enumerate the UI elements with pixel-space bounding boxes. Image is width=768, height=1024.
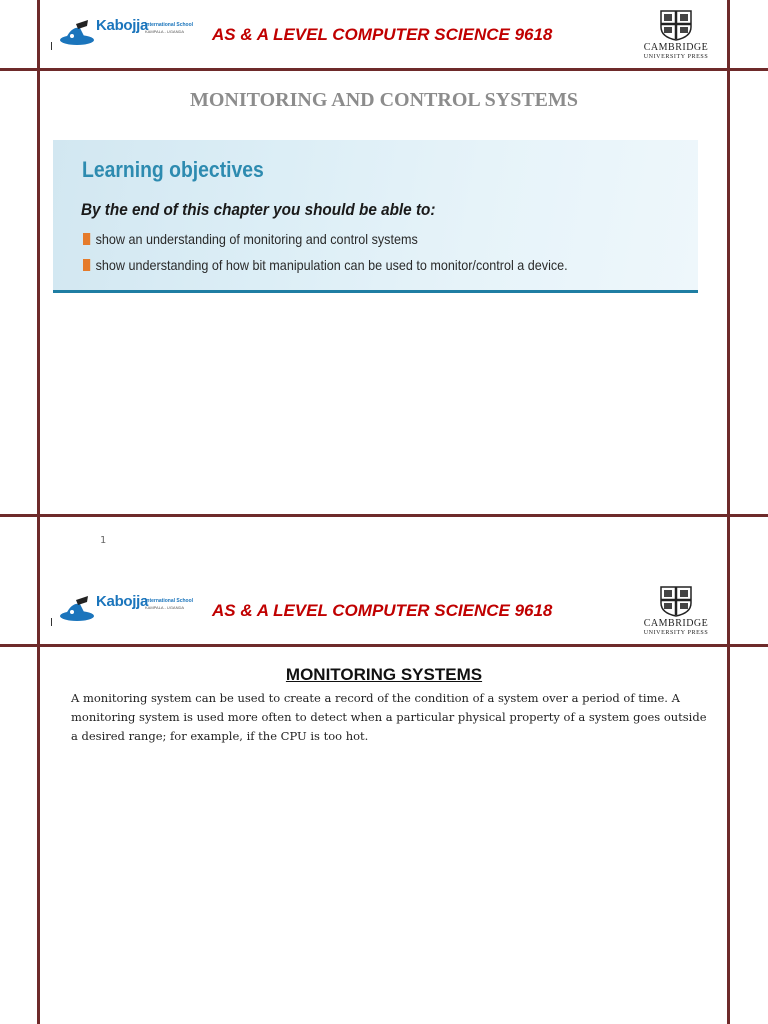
page-header xyxy=(0,576,768,644)
school-logo-icon xyxy=(58,592,98,626)
bullet-icon xyxy=(83,259,90,271)
objective-text: show understanding of how bit manipulation can be used to monitor/control a device. xyxy=(95,257,568,273)
header-rule xyxy=(0,68,768,71)
header-tick xyxy=(51,42,52,50)
page-header xyxy=(0,0,768,68)
objective-item xyxy=(83,257,568,273)
school-name: Kabojja xyxy=(96,17,149,34)
school-location: KAMPALA - UGANDA xyxy=(145,29,185,34)
section-paragraph: A monitoring system can be used to create a record of the condition of a system over a period of time. A monitoring system is used more often to detect when a particular physical property of a system goes outside a desired range; for example, if the CPU is too hot. xyxy=(71,691,707,743)
school-logo-icon xyxy=(58,16,98,50)
objectives-heading: Learning objectives xyxy=(82,157,264,182)
publisher-press: UNIVERSITY PRESS xyxy=(643,54,709,60)
cambridge-logo xyxy=(636,9,716,65)
page-frame-right xyxy=(727,0,730,1024)
school-name: Kabojja xyxy=(96,593,149,610)
cambridge-shield-icon xyxy=(636,9,716,41)
cambridge-logo xyxy=(636,585,716,641)
bullet-icon xyxy=(83,233,90,245)
course-title: AS & A LEVEL COMPUTER SCIENCE 9618 xyxy=(212,25,553,44)
objective-text: show an understanding of monitoring and control systems xyxy=(95,231,418,247)
header-tick xyxy=(51,618,52,626)
page-number: 1 xyxy=(100,535,107,546)
section-title: MONITORING SYSTEMS xyxy=(285,665,483,684)
page-break-rule xyxy=(0,514,768,517)
school-location: KAMPALA - UGANDA xyxy=(145,605,185,610)
cambridge-shield-icon xyxy=(636,585,716,617)
publisher-name: CAMBRIDGE xyxy=(643,42,709,53)
chapter-title: MONITORING AND CONTROL SYSTEMS xyxy=(189,89,579,111)
objectives-intro: By the end of this chapter you should be able to: xyxy=(81,200,436,219)
school-tagline: International School xyxy=(145,22,194,28)
header-rule xyxy=(0,644,768,647)
publisher-name: CAMBRIDGE xyxy=(643,618,709,629)
course-title: AS & A LEVEL COMPUTER SCIENCE 9618 xyxy=(212,601,553,620)
school-logo xyxy=(58,592,194,626)
page-frame-left xyxy=(37,0,40,1024)
publisher-press: UNIVERSITY PRESS xyxy=(643,630,709,636)
school-tagline: International School xyxy=(145,598,194,604)
objective-item xyxy=(83,231,418,247)
school-logo xyxy=(58,16,194,50)
learning-objectives-box xyxy=(53,140,698,293)
